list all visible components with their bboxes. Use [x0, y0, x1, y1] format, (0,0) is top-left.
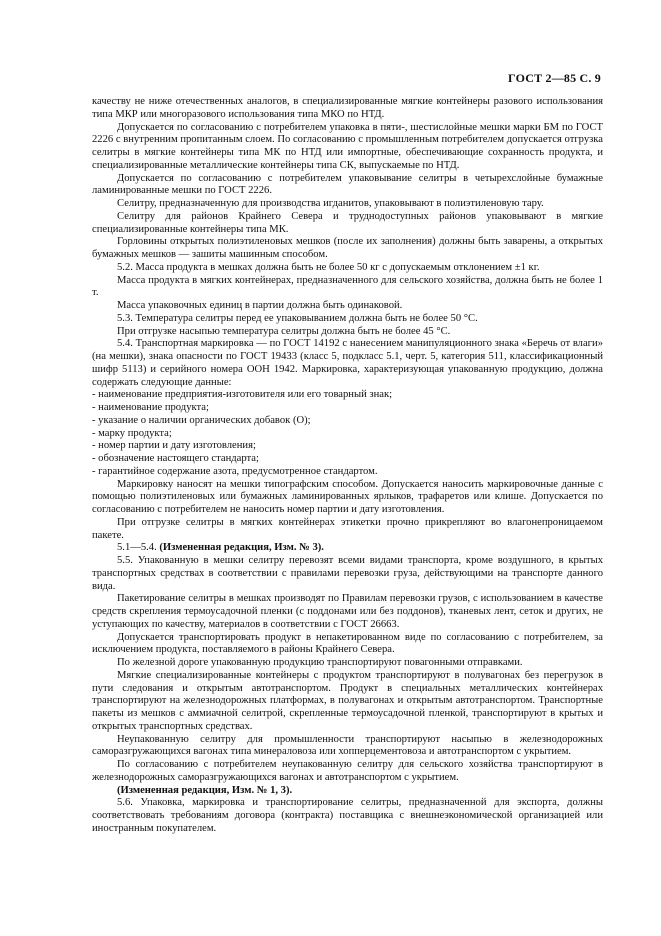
list-item: [92, 453, 603, 466]
paragraph-text: - обозначение настоящего стандарта;: [92, 453, 259, 464]
paragraph-text: Горловины открытых полиэтиленовых мешков (после их заполнения) должны быть заварены, а открытых бумажных мешков — зашиты машинным способом.: [92, 236, 603, 260]
list-item: [92, 440, 603, 453]
paragraph: [92, 670, 603, 734]
paragraph-text: При отгрузке насыпью температура селитры должна быть не более 45 °С.: [117, 325, 451, 337]
paragraph: [92, 517, 603, 543]
list-item: [92, 389, 603, 402]
paragraph: [92, 555, 603, 593]
paragraph-text: Селитру, предназначенную для производства игданитов, упаковывают в полиэтиленовую тару.: [117, 198, 544, 209]
paragraph-text: Масса продукта в мягких контейнерах, предназначенного для сельского хозяйства, должна быть не более 1 т.: [92, 274, 603, 299]
document-body: [92, 96, 603, 836]
paragraph-text: Пакетирование селитры в мешках производят по Правилам перевозки грузов, с использованием в качестве средств скрепления термоусадочной пленки (с поддонами или без поддонов), тканевых лент, сеток и других, не уступающих по качеству, материалов в соответствии с ГОСТ 26663.: [92, 593, 603, 630]
paragraph: [92, 797, 603, 835]
paragraph-text: Мягкие специализированные контейнеры с продуктом транспортируют в полувагонах без перегрузок в пути следования и открытым автотранспортом. Продукт в специальных металлических контейнерах транспортируют на железнодорожных платформах, в полувагонах и открытым автотранспортом. Транспортные пакеты из мешков с аммиачной селитрой, скрепленные термоусадочной пленкой, транспортируют в крытых и открытых транспортных средствах.: [92, 669, 603, 732]
paragraph: [92, 338, 603, 389]
paragraph: [92, 173, 603, 199]
paragraph-text: Селитру для районов Крайнего Севера и труднодоступных районов упаковывают в мягкие специализированные контейнеры типа МК.: [92, 210, 603, 235]
paragraph-text: Допускается транспортировать продукт в непакетированном виде по согласованию с потребителем, за исключением продукта, поставляемого в районы Крайнего Севера.: [92, 631, 603, 656]
paragraph: [92, 211, 603, 237]
paragraph: [92, 275, 603, 301]
paragraph-text: По согласованию с потребителем неупакованную селитру для сельского хозяйства транспортируют в железнодорожных саморазгружающихся вагонах и автотранспортом с укрытием.: [92, 759, 603, 783]
paragraph-text: - номер партии и дату изготовления;: [92, 440, 256, 452]
list-item: [92, 415, 603, 428]
list-item: [92, 402, 603, 415]
paragraph: [92, 313, 603, 326]
paragraph-text: Допускается по согласованию с потребителем упаковывание селитры в четырехслойные бумажные ламинированные мешки по ГОСТ 2226.: [92, 172, 603, 197]
paragraph: [92, 96, 603, 122]
paragraph: [92, 198, 603, 211]
paragraph-text: - указание о наличии органических добавок (О);: [92, 414, 311, 426]
paragraph-text: - гарантийное содержание азота, предусмотренное стандартом.: [92, 465, 378, 477]
paragraph-text: - наименование предприятия-изготовителя или его товарный знак;: [92, 389, 393, 401]
paragraph-text: качеству не ниже отечественных аналогов, в специализированные мягкие контейнеры разового использования типа МКР или многоразового использования типа МКО по НТД.: [92, 96, 603, 120]
page-header: ГОСТ 2—85 С. 9: [508, 71, 601, 85]
paragraph-text: - наименование продукта;: [92, 402, 209, 413]
paragraph: [92, 479, 603, 517]
paragraph: [92, 236, 603, 262]
paragraph: [92, 542, 603, 555]
paragraph: [92, 262, 603, 275]
list-item: [92, 466, 603, 479]
paragraph: [92, 122, 603, 173]
paragraph-text: - марку продукта;: [92, 427, 172, 439]
paragraph: [92, 785, 603, 798]
amendment-note: (Измененная редакция, Изм. № 1, 3).: [117, 784, 293, 796]
paragraph: [92, 657, 603, 670]
paragraph: [92, 759, 603, 785]
paragraph-text: 5.1—5.4.: [117, 542, 160, 554]
list-item: [92, 428, 603, 441]
paragraph: [92, 632, 603, 658]
paragraph: [92, 593, 603, 631]
paragraph-text: При отгрузке селитры в мягких контейнерах этикетки прочно прикрепляют во влагонепроницаемом пакете.: [92, 516, 603, 541]
paragraph: [92, 326, 603, 339]
paragraph-text: По железной дороге упакованную продукцию транспортируют повагонными отправками.: [117, 657, 523, 668]
paragraph-text: 5.3. Температура селитры перед ее упаковыванием должна быть не более 50 °С.: [117, 312, 478, 324]
paragraph-text: 5.2. Масса продукта в мешках должна быть не более 50 кг с допускаемым отклонением ±1 кг.: [117, 261, 540, 273]
paragraph-text: Масса упаковочных единиц в партии должна быть одинаковой.: [117, 300, 403, 311]
amendment-note: (Измененная редакция, Изм. № 3).: [159, 542, 324, 554]
paragraph-text: Неупакованную селитру для промышленности транспортируют насыпью в железнодорожных саморазгружающихся вагонах типа минераловоза или хопперцементовоза и автотранспортом с укрытием.: [92, 733, 603, 758]
paragraph-text: Маркировку наносят на мешки типографским способом. Допускается наносить маркировочные данные с помощью полиэтиленовых или бумажных ламинированных ярлыков, трафаретов или клише. Допускается по согласованию с потребителем не наносить номер партии и дату изготовления.: [92, 478, 603, 515]
paragraph: [92, 300, 603, 313]
paragraph-text: 5.6. Упаковка, маркировка и транспортирование селитры, предназначенной для экспорта, должны соответствовать требованиям договора (контракта) поставщика с внешнеэкономической организацией или иностранным покупателем.: [92, 797, 603, 834]
paragraph-text: 5.5. Упакованную в мешки селитру перевозят всеми видами транспорта, кроме воздушного, в крытых транспортных средствах в соответствии с правилами перевозки груза, действующими на транспорте данного вида.: [92, 555, 603, 592]
paragraph: [92, 734, 603, 760]
paragraph-text: 5.4. Транспортная маркировка — по ГОСТ 14192 с нанесением манипуляционного знака «Беречь от влаги» (на мешки), знака опасности по ГОСТ 19433 (класс 5, подкласс 5.1, черт. 5, категория 511, классификационный шифр 5113) и серийного номера ООН 1942. Маркировка, характеризующая упакованную продукцию, должна содержать следующие данные:: [92, 338, 603, 388]
paragraph-text: Допускается по согласованию с потребителем упаковка в пяти-, шестислойные мешки марки БМ по ГОСТ 2226 с внутренним пропитанным слоем. По согласованию с промышленным потребителем допускается отгрузка селитры в мягкие контейнеры типа МК по НТД или импортные, обеспечивающие сохранность продукта, и специализированные металлические контейнеры типа СК, выпускаемые по НТД.: [92, 121, 603, 171]
